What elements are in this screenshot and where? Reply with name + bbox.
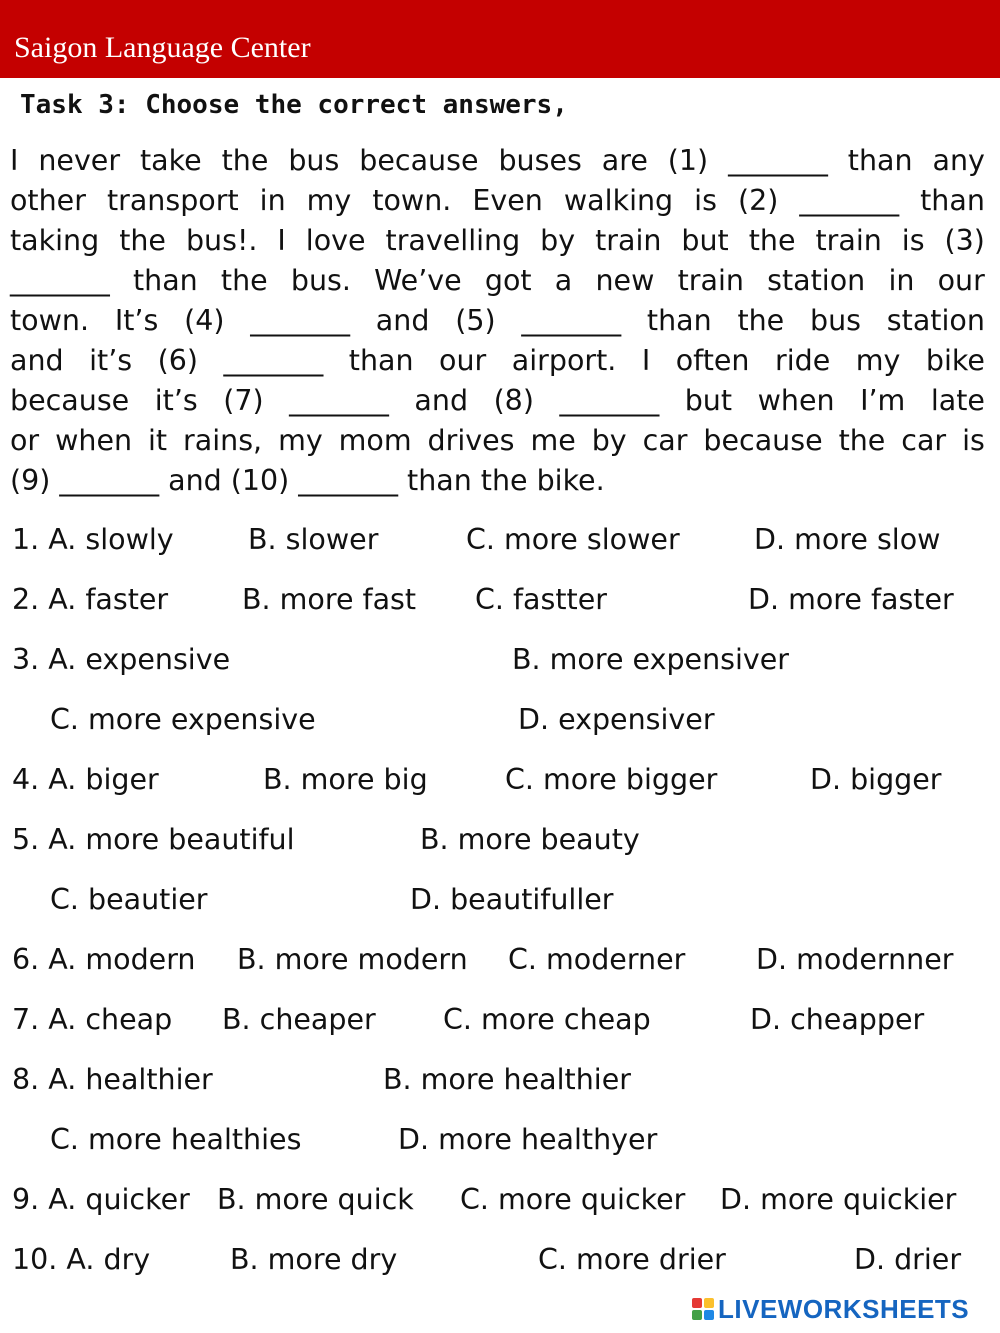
q2-option-c[interactable]: C. fastter	[475, 583, 607, 616]
q5-option-d[interactable]: D. beautifuller	[410, 883, 614, 916]
blank-5[interactable]: _______	[521, 304, 622, 337]
passage-line: I never take the bus because buses are (1) _______ than any	[10, 141, 985, 181]
passage-line: or when it rains, my mom drives me by car because the car is	[10, 424, 985, 457]
q6-option-d[interactable]: D. modernner	[756, 943, 954, 976]
liveworksheets-logo-icon	[692, 1298, 714, 1320]
q5-option-a[interactable]: 5. A. more beautiful	[12, 823, 295, 856]
q9-option-a[interactable]: 9. A. quicker	[12, 1183, 190, 1216]
q1-option-b[interactable]: B. slower	[248, 523, 379, 556]
passage-line: town. It’s (4) _______ and (5) _______ than the bus station	[10, 301, 985, 341]
q6-option-c[interactable]: C. moderner	[508, 943, 686, 976]
q10-option-a[interactable]: 10. A. dry	[12, 1243, 151, 1276]
passage-line: because it’s (7) _______ and (8) _______ but when I’m late	[10, 381, 985, 421]
q1-option-c[interactable]: C. more slower	[466, 523, 680, 556]
q10-option-d[interactable]: D. drier	[854, 1243, 962, 1276]
task-title: Task 3: Choose the correct answers,	[20, 90, 568, 120]
q2-option-a[interactable]: 2. A. faster	[12, 583, 169, 616]
q9-option-b[interactable]: B. more quick	[217, 1183, 414, 1216]
q4-option-a[interactable]: 4. A. biger	[12, 763, 159, 796]
q9-option-c[interactable]: C. more quicker	[460, 1183, 686, 1216]
blank-1[interactable]: _______	[728, 144, 828, 177]
q5-option-b[interactable]: B. more beauty	[420, 823, 640, 856]
q4-option-d[interactable]: D. bigger	[810, 763, 942, 796]
q8-option-a[interactable]: 8. A. healthier	[12, 1063, 213, 1096]
q2-option-d[interactable]: D. more faster	[748, 583, 954, 616]
passage-line: (9) _______ and (10) _______ than the bike.	[10, 461, 985, 501]
q6-option-b[interactable]: B. more modern	[237, 943, 468, 976]
q5-option-c[interactable]: C. beautier	[50, 883, 208, 916]
q4-option-b[interactable]: B. more big	[263, 763, 428, 796]
header-title: Saigon Language Center	[14, 31, 311, 64]
q9-option-d[interactable]: D. more quickier	[720, 1183, 957, 1216]
passage-line: _______ than the bus. We’ve got a new train station in our	[10, 261, 985, 301]
q8-option-d[interactable]: D. more healthyer	[398, 1123, 658, 1156]
blank-9[interactable]: _______	[59, 464, 160, 497]
q7-option-a[interactable]: 7. A. cheap	[12, 1003, 173, 1036]
q10-option-b[interactable]: B. more dry	[230, 1243, 398, 1276]
reading-passage	[10, 141, 985, 501]
blank-2[interactable]: _______	[799, 184, 900, 217]
passage-line: taking the bus!. I love travelling by train but the train is (3)	[10, 224, 985, 257]
passage-line: other transport in my town. Even walking is (2) _______ than	[10, 181, 985, 221]
q1-option-a[interactable]: 1. A. slowly	[12, 523, 174, 556]
q3-option-b[interactable]: B. more expensiver	[512, 643, 790, 676]
q7-option-b[interactable]: B. cheaper	[222, 1003, 376, 1036]
q3-option-a[interactable]: 3. A. expensive	[12, 643, 231, 676]
q1-option-d[interactable]: D. more slow	[754, 523, 941, 556]
blank-8[interactable]: _______	[559, 384, 660, 417]
blank-6[interactable]: _______	[223, 344, 324, 377]
q8-option-c[interactable]: C. more healthies	[50, 1123, 302, 1156]
liveworksheets-logo	[692, 1294, 969, 1324]
blank-10[interactable]: _______	[298, 464, 399, 497]
blank-4[interactable]: _______	[250, 304, 351, 337]
q10-option-c[interactable]: C. more drier	[538, 1243, 726, 1276]
q7-option-c[interactable]: C. more cheap	[443, 1003, 651, 1036]
logo-text: LIVEWORKSHEETS	[718, 1294, 970, 1324]
q4-option-c[interactable]: C. more bigger	[505, 763, 718, 796]
q2-option-b[interactable]: B. more fast	[242, 583, 417, 616]
blank-7[interactable]: _______	[289, 384, 389, 417]
q3-option-d[interactable]: D. expensiver	[518, 703, 715, 736]
q7-option-d[interactable]: D. cheapper	[750, 1003, 925, 1036]
passage-line: and it’s (6) _______ than our airport. I often ride my bike	[10, 341, 985, 381]
q3-option-c[interactable]: C. more expensive	[50, 703, 316, 736]
q6-option-a[interactable]: 6. A. modern	[12, 943, 196, 976]
blank-3[interactable]: _______	[10, 264, 110, 297]
q8-option-b[interactable]: B. more healthier	[383, 1063, 631, 1096]
header-bar	[0, 0, 1000, 78]
